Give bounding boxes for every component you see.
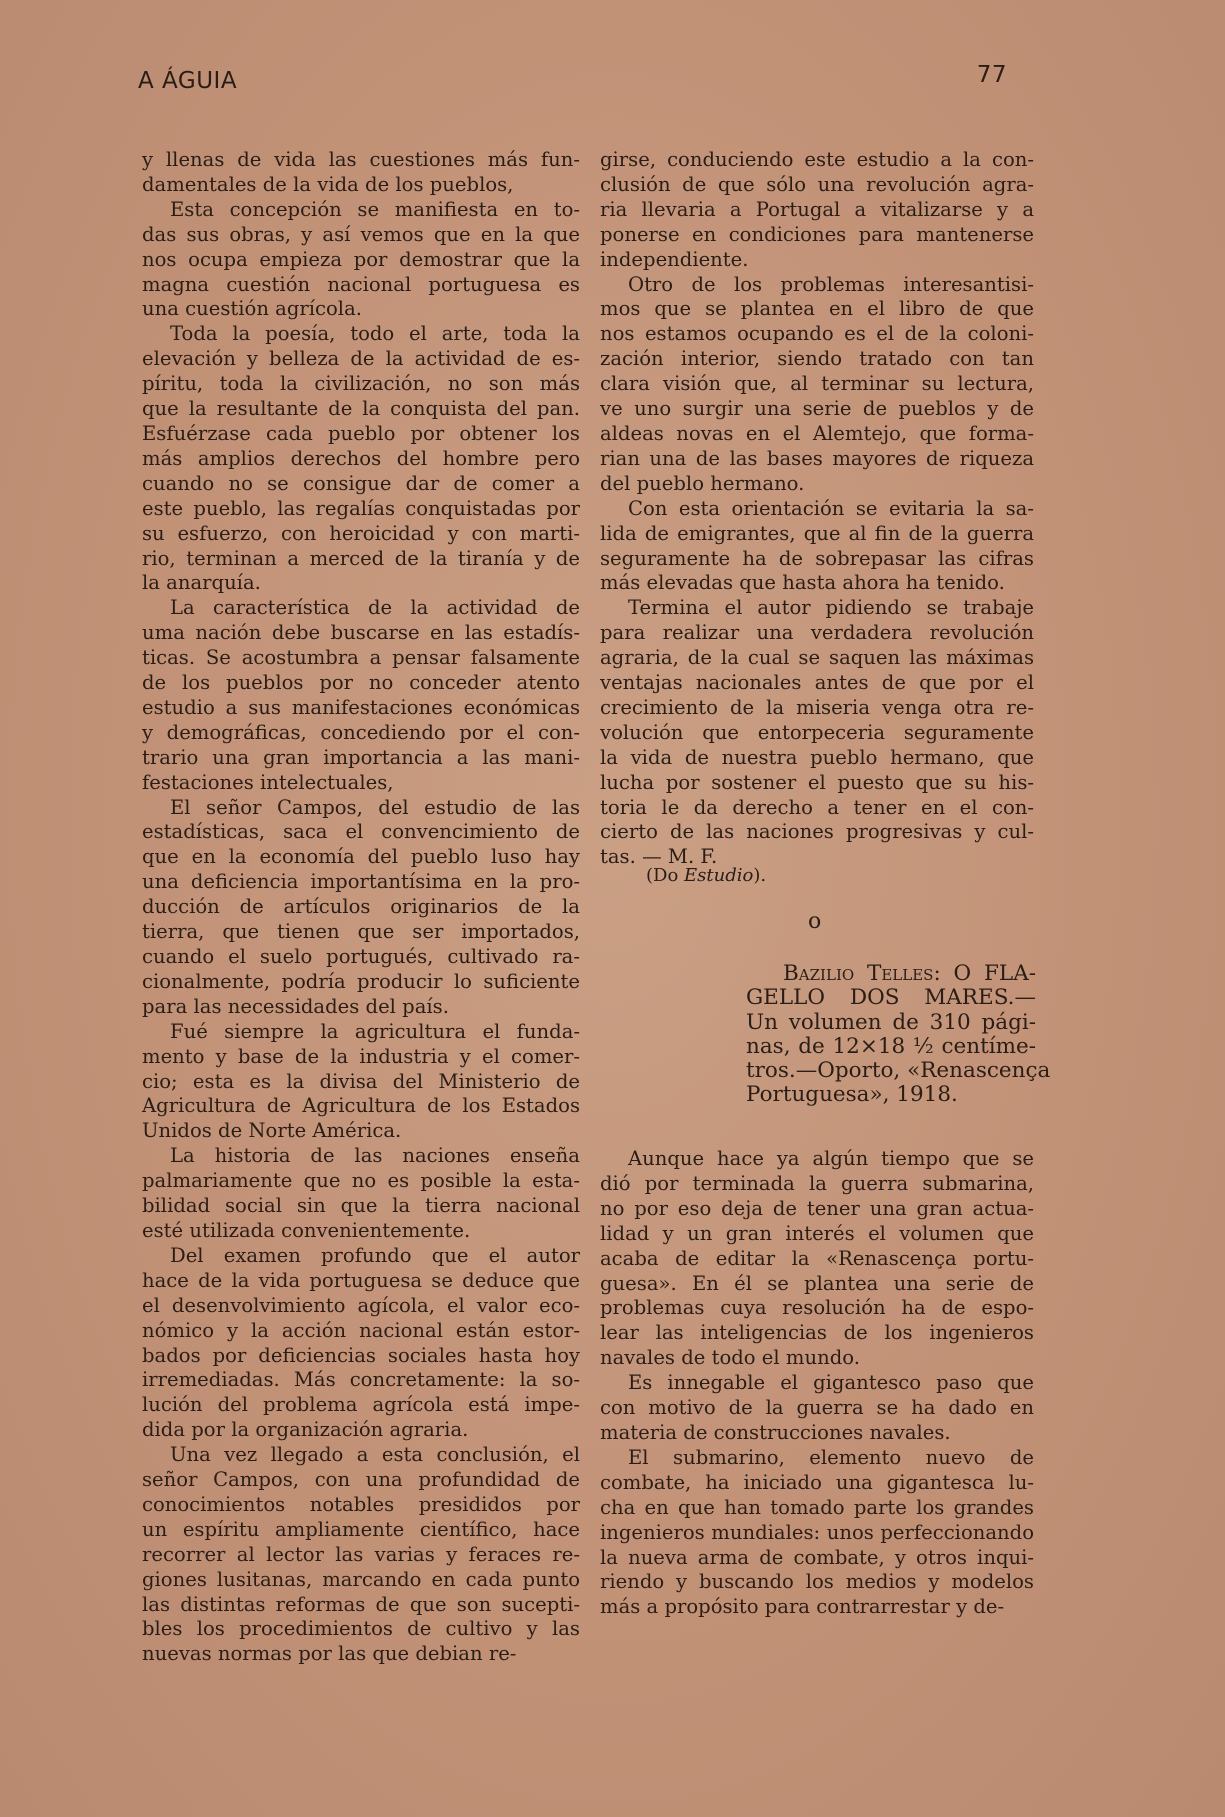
text-line: giones lusitanas, marcando en cada punto [142,1567,580,1591]
text-line: zación interior, siendo tratado con tan [600,347,1034,371]
right-column [600,148,1034,870]
bibliography-line: tros.—Oporto, «Renascença [746,1058,1051,1084]
text-line: ria llevaria a Portugal a vitalizarse y a [600,197,1034,221]
text-line: del pueblo hermano. [600,471,805,495]
text-line: más a propósito para contrarrestar y de- [600,1595,1005,1619]
text-line: una deficiencia importantísima en la pro- [142,870,580,894]
right-column-review [600,1147,1034,1620]
text-line: que en la economía del pueblo luso hay [142,845,580,869]
text-line: cionalmente, podría producir lo suficiente [142,969,580,993]
text-line: dió por terminada la guerra submarina, [600,1171,1034,1195]
text-line: Una vez llegado a esta conclusión, el [170,1443,580,1467]
bibliography-line: Portuguesa», 1918. [746,1082,958,1108]
text-line: volución que entorpeceria seguramente [600,720,1034,744]
text-line: lear las inteligencias de los ingenieros [600,1321,1034,1345]
text-line: un espíritu ampliamente científico, hace [142,1517,580,1541]
text-line: cuando el suelo portugués, cultivado ra- [142,945,580,968]
text-line: crecimiento de la miseria venga otra re- [600,695,1034,719]
text-line: uma nación debe buscarse en las estadís- [142,621,580,645]
text-line: la vida de nuestra pueblo hermano, que [600,745,1034,769]
bibliography-entry [746,961,1051,1108]
text-line: combate, ha iniciado una gigantesca lu- [600,1470,1034,1494]
text-line: nos estamos ocupando es el de la coloni- [600,322,1034,346]
text-line: la nueva arma de combate, y otros inqui- [600,1545,1034,1569]
text-line: palmariamente que no es posible la esta- [142,1169,580,1193]
text-line: de los pueblos por no conceder atento [142,671,580,695]
text-line: con motivo de la guerra se ha dado en [600,1396,1034,1420]
text-line: señor Campos, con una profundidad de [142,1468,580,1492]
text-line: el desenvolvimiento agícola, el valor eco- [142,1293,580,1317]
bibliography-title-start: : O FLA- [933,961,1036,986]
text-line: tierra, que tienen que ser importados, [142,920,580,944]
section-separator: o [808,909,822,934]
text-line: Aunque hace ya algún tiempo que se [628,1147,1034,1170]
text-line: tas. — M. F. [600,845,718,869]
text-line: ponerse en condiciones para mantenerse [600,222,1034,246]
text-line: bilidad social sin que la tierra nacional [142,1194,580,1218]
text-line: bados por deficiencias sociales hasta hoy [142,1343,580,1367]
text-line: rian una de las bases mayores de riqueza [600,446,1034,470]
text-line: recorrer al lector las varias y feraces re- [142,1542,580,1566]
text-line: ticas. Se acostumbra a pensar falsamente [142,646,580,670]
text-line: Con esta orientación se evitaria la sa- [628,496,1034,520]
text-line: bles los procedimientos de cultivo y las [142,1617,580,1641]
bibliography-line [783,962,1036,986]
text-line: píritu, toda la civilización, no son más [142,372,580,396]
text-line: que la resultante de la conquista del pan. [142,397,580,421]
text-line: ve uno surgir una serie de pueblos y de [600,397,1034,421]
text-line: Unidos de Norte América. [142,1119,402,1143]
text-line: nos ocupa empieza por demostrar que la [142,247,580,271]
bibliography-line: nas, de 12×18 ½ centíme- [746,1033,1036,1059]
text-line: El submarino, elemento nuevo de [628,1445,1034,1469]
text-line: ventajas nacionales antes de que por el [600,671,1034,695]
text-line: y demográficas, concediendo por el con- [142,720,580,744]
text-line: las distintas reformas de que son sucepti- [142,1592,580,1616]
bibliography-line: Un volumen de 310 pági- [746,1009,1036,1035]
text-line: das sus obras, y así vemos que en la que [142,222,580,246]
text-line: este pueblo, las regalías conquistadas por [142,496,580,520]
text-line: dida por la organización agraria. [142,1418,469,1442]
text-line: conocimientos notables presididos por [142,1492,580,1516]
text-line: cierto de las naciones progresivas y cul- [600,820,1034,844]
text-line: problemas cuya resolución ha de espo- [600,1296,1034,1320]
bibliography-author: Bazilio Telles [783,961,934,986]
text-line: cio; esta es la divisa del Ministerio de [142,1069,580,1093]
text-line: para realizar una verdadera revolución [600,621,1034,645]
text-line: clara visión que, al terminar su lectura, [600,372,1034,396]
text-line: La característica de la actividad de [170,596,580,620]
text-line: la anarquía. [142,571,261,595]
text-line: trario una gran importancia a las mani- [142,745,580,769]
text-line: esté utilizada convenientemente. [142,1218,471,1242]
text-line: Toda la poesía, todo el arte, toda la [170,322,580,346]
text-line: lidad y un gran interés el volumen que [600,1221,1034,1245]
text-line: estadísticas, saca el convencimiento de [142,820,580,844]
running-head [138,62,1007,96]
text-line: mento y base de la industria y el comer- [142,1044,580,1068]
text-line: navales de todo el mundo. [600,1346,860,1370]
text-line: lución del problema agrícola está impe- [142,1393,580,1417]
text-line: ducción de artículos originarios de la [142,895,580,919]
text-line: clusión de que sólo una revolución agra- [600,172,1034,196]
source-citation [646,865,766,886]
text-line: aldeas novas en el Alemtejo, que forma- [600,421,1034,445]
text-line: cuando no se consigue dar de comer a [142,471,580,495]
source-suffix: ). [753,865,767,886]
text-line: riendo y buscando los medios y modelos [600,1570,1034,1594]
text-line: cha en que han tomado parte los grandes [600,1495,1034,1519]
text-line: Fué siempre la agricultura el funda- [170,1019,580,1043]
text-line: Agricultura de Agricultura de los Estados [142,1094,580,1118]
text-line: lida de emigrantes, que al fin de la guerra [600,521,1034,545]
text-line: El señor Campos, del estudio de las [170,795,580,819]
text-line: nuevas normas por las que debian re- [142,1642,517,1666]
bibliography-line: GELLO DOS MARES.— [746,985,1036,1011]
source-title: Estudio [684,865,754,886]
text-line: su esfuerzo, con heroicidad y con marti- [142,521,580,545]
text-line: una cuestión agrícola. [142,297,362,321]
text-line: materia de construcciones navales. [600,1420,951,1444]
left-column [142,148,580,1667]
journal-title: A ÁGUIA [138,68,238,94]
text-line: estudio a sus manifestaciones económicas [142,695,580,719]
text-line: independiente. [600,247,749,271]
text-line: Del examen profundo que el autor [170,1243,580,1267]
text-line: toria le da derecho a tener en el con- [600,795,1034,819]
text-line: damentales de la vida de los pueblos, [142,172,514,196]
text-line: Esfuérzase cada pueblo por obtener los [142,421,580,445]
source-prefix: (Do [646,865,685,886]
text-line: Otro de los problemas interesantisi- [628,272,1034,296]
text-line: ingenieros mundiales: unos perfeccionando [600,1520,1034,1544]
text-line: más amplios derechos del hombre pero [142,446,580,470]
text-line: Es innegable el gigantesco paso que [628,1371,1034,1395]
text-line: más elevadas que hasta ahora ha tenido. [600,571,1005,595]
text-line: lucha por sostener el puesto que su his- [600,770,1034,794]
page-number: 77 [976,62,1007,88]
text-line: festaciones intelectuales, [142,770,394,794]
text-line: girse, conduciendo este estudio a la con- [600,148,1034,171]
text-line: agraria, de la cual se saquen las máximas [600,646,1034,670]
text-line: para las necessidades del país. [142,994,449,1018]
text-line: Termina el autor pidiendo se trabaje [628,596,1034,620]
text-line: y llenas de vida las cuestiones más fun- [142,148,580,171]
text-line: no por eso deja de tener una gran actua- [600,1196,1034,1220]
text-line: mos que se plantea en el libro de que [600,297,1034,321]
text-line: La historia de las naciones enseña [170,1144,580,1168]
text-line: nómico y la acción nacional están estor- [142,1318,580,1342]
text-line: magna cuestión nacional portuguesa es [142,272,580,296]
text-line: seguramente ha de sobrepasar las cifras [600,546,1034,570]
text-line: rio, terminan a merced de la tiranía y de [142,546,580,570]
text-line: guesa». En él se plantea una serie de [600,1271,1034,1295]
text-line: hace de la vida portuguesa se deduce que [142,1268,580,1292]
text-line: Esta concepción se manifiesta en to- [170,197,580,221]
text-line: elevación y belleza de la actividad de es- [142,347,580,371]
text-line: irremediadas. Más concretamente: la so- [142,1368,580,1392]
text-line: acaba de editar la «Renascença portu- [600,1246,1034,1270]
